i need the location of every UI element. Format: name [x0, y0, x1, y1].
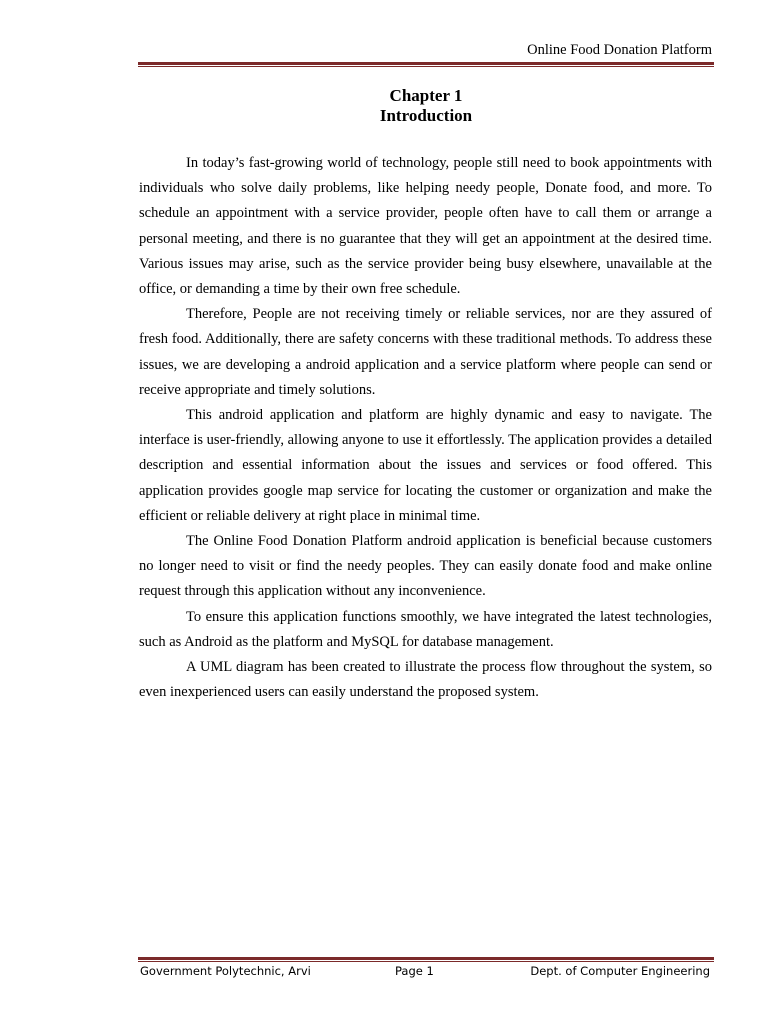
chapter-heading	[138, 86, 714, 126]
paragraph: Therefore, People are not receiving timely or reliable services, nor are they assured of fresh food. Additionally, there are safety concerns with these traditional methods. To address these issues, we are developing a android application and a service platform where people can send or receive appropriate and timely solutions.	[139, 306, 712, 398]
chapter-title: Introduction	[379, 106, 473, 125]
header-rule	[138, 62, 714, 67]
footer-department: Dept. of Computer Engineering	[530, 964, 710, 978]
paragraph: To ensure this application functions smoothly, we have integrated the latest technologies, such as Android as the platform and MySQL for database management.	[139, 608, 712, 650]
chapter-number: Chapter 1	[389, 86, 463, 105]
footer-page-number: Page 1	[395, 964, 434, 978]
paragraph: In today’s fast-growing world of technology, people still need to book appointments with individuals who solve daily problems, like helping needy people, Donate food, and more. To schedule an appointment with a service provider, people often have to call them or arrange a personal meeting, and there is no guarantee that they will get an appointment at the desired time. Various issues may arise, such as the service provider being busy elsewhere, unavailable at the office, or demanding a time by their own free schedule.	[139, 155, 712, 298]
paragraph: The Online Food Donation Platform android application is beneficial because customers no longer need to visit or find the needy peoples. They can easily donate food and make online request through this application without any inconvenience.	[139, 533, 712, 600]
footer-institution: Government Polytechnic, Arvi	[140, 964, 311, 978]
paragraph: This android application and platform are highly dynamic and easy to navigate. The interface is user-friendly, allowing anyone to use it effortlessly. The application provides a detailed description and essential information about the issues and services or food offered. This application provides google map service for locating the customer or organization and make the efficient or reliable delivery at right place in minimal time.	[139, 407, 712, 524]
running-header-title: Online Food Donation Platform	[527, 42, 712, 58]
paragraph: A UML diagram has been created to illustrate the process flow throughout the system, so even inexperienced users can easily understand the proposed system.	[139, 659, 712, 701]
footer-rule	[138, 957, 714, 962]
body-text	[139, 151, 712, 705]
